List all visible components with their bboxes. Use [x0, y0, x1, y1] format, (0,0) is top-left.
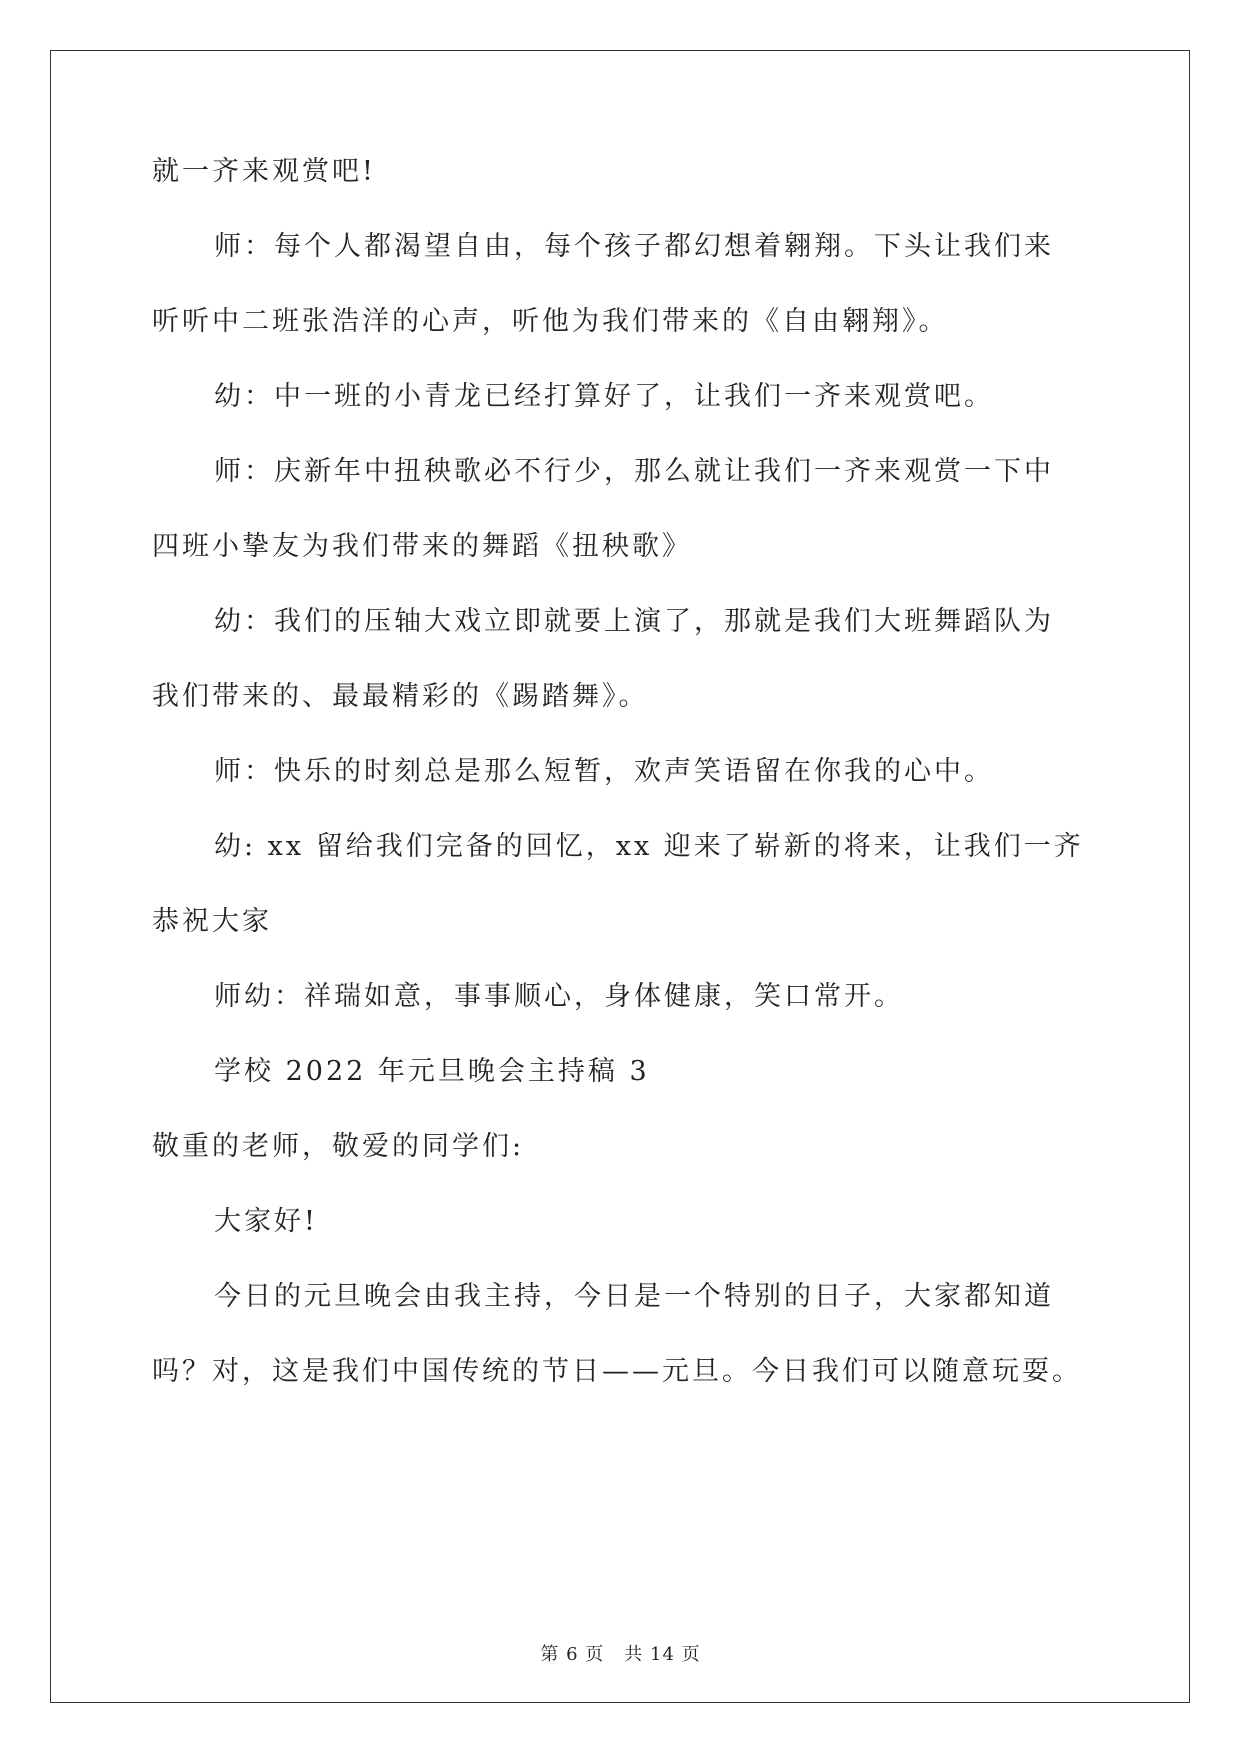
paragraph-line: 四班小挚友为我们带来的舞蹈《扭秧歌》: [152, 531, 692, 562]
page-total: 共 14 页: [624, 1644, 701, 1665]
paragraph-line: 幼：中一班的小青龙已经打算好了，让我们一齐来观赏吧。: [214, 381, 994, 412]
paragraph-line: 今日的元旦晚会由我主持，今日是一个特别的日子，大家都知道: [214, 1281, 1054, 1312]
paragraph-line: 吗？对，这是我们中国传统的节日——元旦。今日我们可以随意玩耍。: [152, 1356, 1082, 1387]
paragraph-line: 恭祝大家: [152, 906, 272, 937]
paragraph-line: 师：快乐的时刻总是那么短暂，欢声笑语留在你我的心中。: [214, 756, 994, 787]
page-border: [50, 50, 1190, 1703]
paragraph-line: 师幼：祥瑞如意，事事顺心，身体健康，笑口常开。: [214, 981, 904, 1012]
paragraph-line: 听听中二班张浩洋的心声，听他为我们带来的《自由翱翔》。: [152, 306, 949, 337]
salutation-line: 敬重的老师，敬爱的同学们:: [152, 1131, 525, 1162]
greeting-line: 大家好!: [214, 1206, 318, 1237]
paragraph-line: 师：每个人都渴望自由，每个孩子都幻想着翱翔。下头让我们来: [214, 231, 1054, 262]
page-number: 第 6 页: [540, 1644, 605, 1665]
paragraph-line: 师：庆新年中扭秧歌必不行少，那么就让我们一齐来观赏一下中: [214, 456, 1054, 487]
paragraph-line: 幼：我们的压轴大戏立即就要上演了，那就是我们大班舞蹈队为: [214, 606, 1054, 637]
paragraph-line: 幼: xx 留给我们完备的回忆，xx 迎来了崭新的将来，让我们一齐: [214, 831, 1084, 862]
page-footer: [0, 1640, 1241, 1666]
paragraph-line: 就一齐来观赏吧!: [152, 156, 376, 187]
paragraph-line: 我们带来的、最最精彩的《踢踏舞》。: [152, 681, 649, 712]
section-heading: 学校 2022 年元旦晚会主持稿 3: [214, 1056, 650, 1087]
